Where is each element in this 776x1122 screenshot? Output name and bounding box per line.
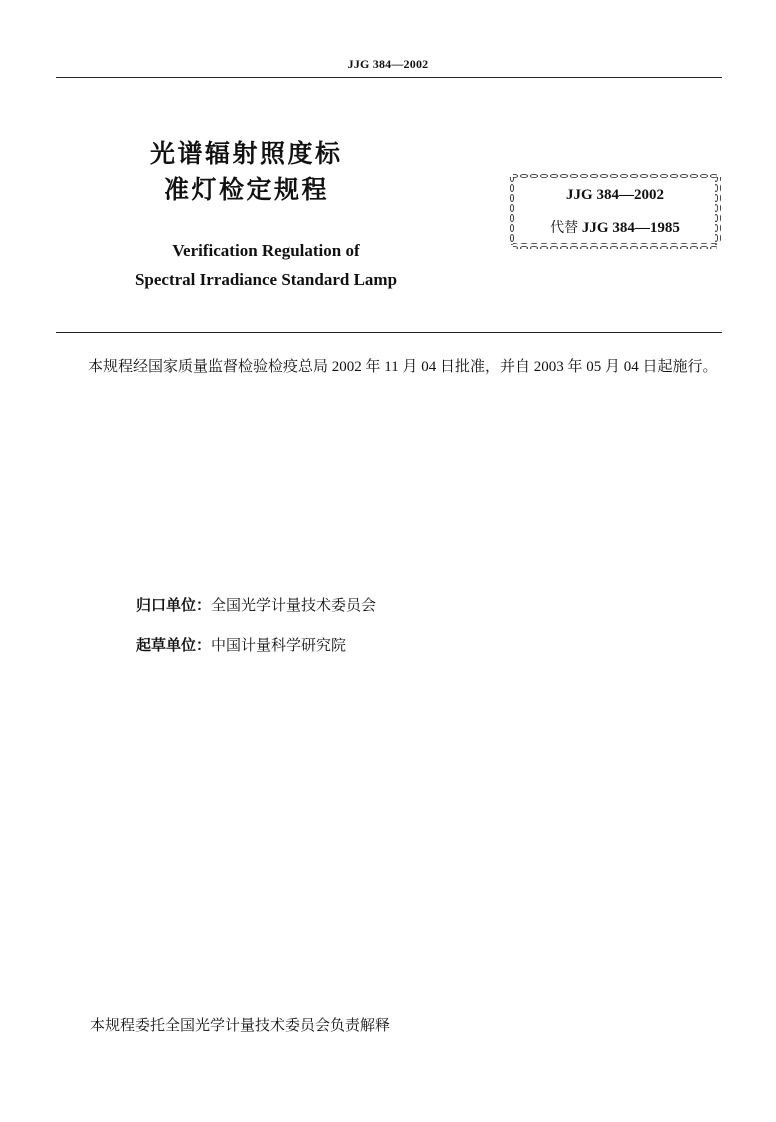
- replaces-label: 代替: [550, 220, 579, 236]
- replaced-code: JJG 384—1985: [581, 220, 680, 236]
- title-chinese-line1: 光谱辐射照度标: [150, 139, 343, 168]
- approval-statement: 本规程经国家质量监督检验检疫总局 2002 年 11 月 04 日批准，并自 2003 年 05 月 04 日起施行。: [88, 359, 718, 375]
- title-english: [96, 236, 436, 294]
- drafting-unit: [136, 634, 346, 655]
- replaces-line: [509, 217, 721, 237]
- responsible-unit: [136, 594, 376, 615]
- interpretation-note: 本规程委托全国光学计量技术委员会负责解释: [90, 1016, 391, 1034]
- responsible-unit-label: 归口单位：: [136, 596, 212, 614]
- header-rule: [56, 77, 722, 78]
- decorative-border-icon: [509, 173, 721, 249]
- section-rule: [56, 332, 722, 333]
- header-code: JJG 384—2002: [347, 57, 429, 71]
- title-english-line2: Spectral Irradiance Standard Lamp: [134, 270, 398, 289]
- standard-code: JJG 384—2002: [566, 187, 664, 203]
- standard-code-box: [509, 173, 721, 249]
- title-english-line1: Verification Regulation of: [172, 241, 360, 260]
- drafting-unit-label: 起草单位：: [136, 636, 212, 654]
- title-chinese: [150, 136, 390, 208]
- title-chinese-line2: 准灯检定规程: [164, 175, 330, 204]
- responsible-unit-value: 全国光学计量技术委员会: [211, 596, 377, 614]
- drafting-unit-value: 中国计量科学研究院: [211, 636, 347, 654]
